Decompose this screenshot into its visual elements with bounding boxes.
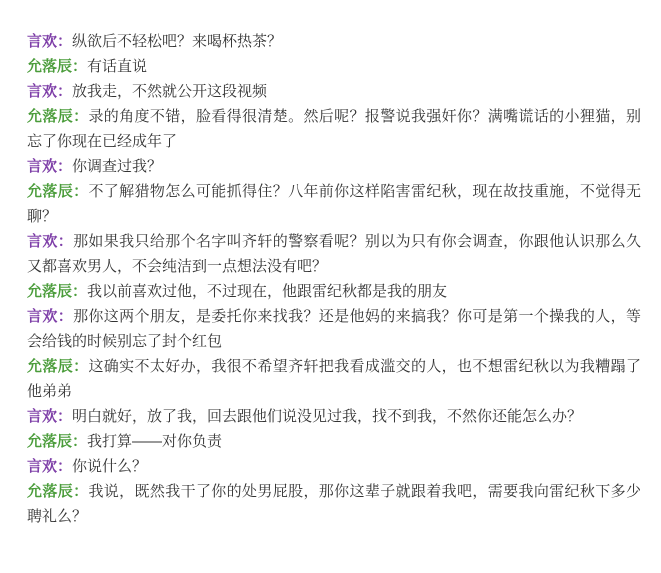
speaker-name: 允落辰： [27,433,88,450]
speaker-name: 言欢： [27,408,73,425]
dialogue-text: 我以前喜欢过他，不过现在，他跟雷纪秋都是我的朋友 [87,283,448,300]
dialogue-line [27,179,641,229]
dialogue-text: 我说，既然我干了你的处男屁股，那你这辈子就跟着我吧，需要我向雷纪秋下多少聘礼么？ [27,483,641,525]
speaker-name: 允落辰： [27,183,89,200]
dialogue-line [27,154,641,179]
speaker-name: 言欢： [27,33,73,50]
dialogue-text: 有话直说 [87,58,148,75]
dialogue-line [27,79,641,104]
dialogue-text: 录的角度不错，脸看得很清楚。然后呢？报警说我强奸你？满嘴谎话的小狸猫，别忘了你现在已经成年了 [27,108,641,150]
speaker-name: 允落辰： [27,283,88,300]
dialogue-line [27,54,641,79]
dialogue-text: 这确实不太好办，我很不希望齐轩把我看成滥交的人，也不想雷纪秋以为我糟蹋了他弟弟 [27,358,641,400]
dialogue-line [27,429,641,454]
dialogue-line [27,404,641,429]
dialogue-line [27,279,641,304]
dialogue-text: 那你这两个朋友，是委托你来找我？还是他妈的来搞我？你可是第一个操我的人，等会给钱的时候别忘了封个红包 [27,308,641,350]
dialogue-text: 你调查过我？ [72,158,163,175]
dialogue-text: 你说什么？ [72,458,148,475]
dialogue-text: 那如果我只给那个名字叫齐轩的警察看呢？别以为只有你会调查，你跟他认识那么久又都喜欢男人，不会纯洁到一点想法没有吧？ [27,233,641,275]
speaker-name: 允落辰： [27,358,89,375]
dialogue-text: 明白就好，放了我，回去跟他们说没见过我，找不到我，不然你还能怎么办？ [72,408,583,425]
dialogue-line [27,229,641,279]
dialogue-line [27,354,641,404]
speaker-name: 允落辰： [27,58,88,75]
dialogue-text: 不了解猎物怎么可能抓得住？八年前你这样陷害雷纪秋，现在故技重施，不觉得无聊？ [27,183,641,225]
speaker-name: 言欢： [27,233,74,250]
speaker-name: 言欢： [27,308,74,325]
dialogue-line [27,29,641,54]
speaker-name: 言欢： [27,158,73,175]
speaker-name: 允落辰： [27,483,89,500]
speaker-name: 言欢： [27,83,73,100]
dialogue-text: 放我走，不然就公开这段视频 [72,83,268,100]
speaker-name: 允落辰： [27,108,89,125]
dialogue-line [27,304,641,354]
dialogue-text: 纵欲后不轻松吧？来喝杯热茶？ [72,33,283,50]
dialogue-line [27,454,641,479]
dialogue-text: 我打算——对你负责 [87,433,223,450]
speaker-name: 言欢： [27,458,73,475]
dialogue-line [27,479,641,529]
dialogue-line [27,104,641,154]
